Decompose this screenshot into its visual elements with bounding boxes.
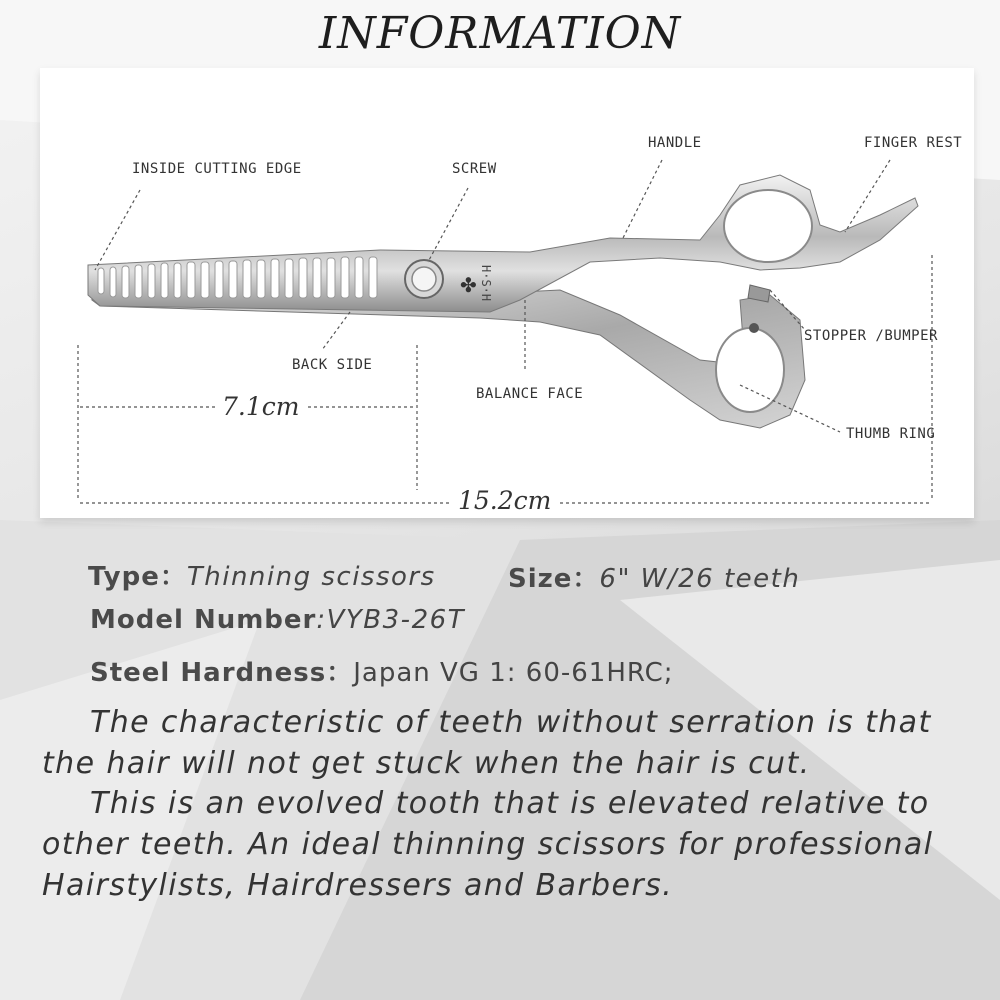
label-balance-face: BALANCE FACE	[476, 386, 584, 402]
screw-icon	[405, 260, 443, 298]
spec-type	[88, 556, 436, 593]
label-handle: HANDLE	[648, 135, 702, 151]
label-thumb-ring: THUMB RING	[846, 426, 936, 442]
spec-model	[90, 605, 465, 635]
label-screw: SCREW	[452, 161, 497, 177]
spec-type-value: Thinning scissors	[186, 562, 436, 592]
spec-model-value: :VYB3-26T	[316, 605, 466, 635]
label-stopper-bumper: STOPPER /BUMPER	[804, 328, 938, 344]
spec-hardness-label: Steel Hardness：	[90, 658, 354, 688]
spec-hardness	[90, 652, 674, 689]
engraving-glyph: ✤	[460, 273, 477, 297]
label-inside-cutting-edge: INSIDE CUTTING EDGE	[132, 161, 302, 177]
spec-model-label: Model Number	[90, 605, 317, 635]
dimension-long: 15.2cm	[452, 486, 557, 515]
upper-blade	[88, 175, 918, 312]
page-title: INFORMATION	[318, 8, 682, 59]
label-back-side: BACK SIDE	[292, 357, 373, 373]
spec-size-value: 6" W/26 teeth	[599, 564, 801, 594]
spec-size-label: Size：	[508, 564, 600, 594]
spec-hardness-value: Japan VG 1: 60-61HRC;	[353, 658, 674, 688]
engraving-logo: H·S·H	[479, 265, 493, 302]
spec-type-label: Type：	[88, 562, 187, 592]
label-finger-rest: FINGER REST	[864, 135, 963, 151]
dimension-short: 7.1cm	[216, 392, 305, 421]
thumb-ring-hole	[716, 328, 784, 412]
description-paragraph-1: The characteristic of teeth without serration is that the hair will not get stuck when the hair is cut.	[42, 705, 932, 781]
description-paragraph-2: This is an evolved tooth that is elevated relative to other teeth. An ideal thinning scissors for professional Hairstylists, Hairdressers and Barbers.	[42, 786, 934, 903]
finger-ring-hole	[724, 190, 812, 262]
spec-size	[508, 558, 800, 595]
